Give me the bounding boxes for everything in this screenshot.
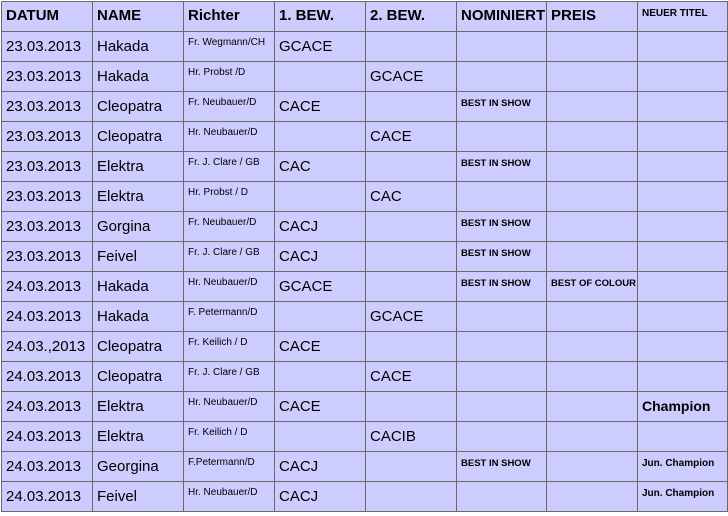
table-row <box>2 62 728 92</box>
cell-name: Elektra <box>93 152 184 182</box>
cell-name: Georgina <box>93 452 184 482</box>
cell-datum: 24.03.,2013 <box>2 332 93 362</box>
cell-richter: F. Petermann/D <box>184 302 275 332</box>
cell-datum: 23.03.2013 <box>2 152 93 182</box>
cell-name: Elektra <box>93 182 184 212</box>
cell-bew1: CACJ <box>275 212 366 242</box>
cell-preis <box>547 92 638 122</box>
cell-bew2 <box>366 392 457 422</box>
cell-name: Hakada <box>93 62 184 92</box>
cell-richter: Fr. Neubauer/D <box>184 92 275 122</box>
cell-bew2 <box>366 92 457 122</box>
cell-bew2 <box>366 32 457 62</box>
cell-richter: Hr. Neubauer/D <box>184 272 275 302</box>
cell-titel <box>638 212 728 242</box>
cell-titel <box>638 152 728 182</box>
cell-richter: Fr. Neubauer/D <box>184 212 275 242</box>
cell-name: Feivel <box>93 482 184 512</box>
cell-bew2: CACE <box>366 122 457 152</box>
cell-preis <box>547 452 638 482</box>
cell-richter: Fr. Keilich / D <box>184 422 275 452</box>
cell-datum: 24.03.2013 <box>2 272 93 302</box>
cell-nominiert <box>457 362 547 392</box>
cell-datum: 23.03.2013 <box>2 212 93 242</box>
cell-bew1: CACE <box>275 332 366 362</box>
table-row <box>2 242 728 272</box>
cell-richter: Fr. J. Clare / GB <box>184 362 275 392</box>
table-row <box>2 392 728 422</box>
cell-bew2: CAC <box>366 182 457 212</box>
header-datum: DATUM <box>2 2 93 32</box>
table-row <box>2 452 728 482</box>
cell-titel <box>638 182 728 212</box>
cell-bew1: CAC <box>275 152 366 182</box>
cell-titel <box>638 362 728 392</box>
table-row <box>2 32 728 62</box>
table-row <box>2 362 728 392</box>
table-row <box>2 182 728 212</box>
cell-datum: 24.03.2013 <box>2 482 93 512</box>
cell-preis <box>547 422 638 452</box>
results-table <box>1 1 728 512</box>
cell-bew2 <box>366 482 457 512</box>
cell-bew2: GCACE <box>366 62 457 92</box>
table-row <box>2 332 728 362</box>
cell-titel <box>638 332 728 362</box>
cell-nominiert <box>457 302 547 332</box>
cell-preis <box>547 62 638 92</box>
cell-datum: 23.03.2013 <box>2 62 93 92</box>
cell-preis <box>547 212 638 242</box>
cell-richter: Hr. Neubauer/D <box>184 392 275 422</box>
cell-bew1 <box>275 422 366 452</box>
cell-bew2 <box>366 272 457 302</box>
cell-bew1: CACJ <box>275 242 366 272</box>
cell-bew1 <box>275 62 366 92</box>
cell-richter: F.Petermann/D <box>184 452 275 482</box>
cell-name: Feivel <box>93 242 184 272</box>
header-neuer-titel: NEUER TITEL <box>638 2 728 32</box>
cell-name: Hakada <box>93 272 184 302</box>
cell-datum: 23.03.2013 <box>2 92 93 122</box>
header-bew2: 2. BEW. <box>366 2 457 32</box>
cell-nominiert <box>457 122 547 152</box>
cell-name: Cleopatra <box>93 332 184 362</box>
cell-nominiert <box>457 182 547 212</box>
cell-name: Cleopatra <box>93 362 184 392</box>
cell-nominiert <box>457 422 547 452</box>
cell-bew1: CACJ <box>275 452 366 482</box>
cell-name: Elektra <box>93 422 184 452</box>
cell-nominiert: BEST IN SHOW <box>457 152 547 182</box>
table-row <box>2 122 728 152</box>
cell-bew1 <box>275 122 366 152</box>
cell-titel <box>638 92 728 122</box>
cell-bew2: CACIB <box>366 422 457 452</box>
cell-nominiert <box>457 482 547 512</box>
cell-name: Hakada <box>93 302 184 332</box>
cell-nominiert: BEST IN SHOW <box>457 212 547 242</box>
cell-nominiert <box>457 62 547 92</box>
cell-titel <box>638 62 728 92</box>
cell-nominiert: BEST IN SHOW <box>457 272 547 302</box>
cell-datum: 23.03.2013 <box>2 182 93 212</box>
cell-preis <box>547 182 638 212</box>
cell-bew2 <box>366 332 457 362</box>
cell-nominiert <box>457 332 547 362</box>
header-bew1: 1. BEW. <box>275 2 366 32</box>
cell-preis <box>547 302 638 332</box>
cell-bew1: GCACE <box>275 272 366 302</box>
cell-bew1: CACE <box>275 392 366 422</box>
cell-richter: Fr. J. Clare / GB <box>184 152 275 182</box>
cell-datum: 23.03.2013 <box>2 242 93 272</box>
cell-titel: Jun. Champion <box>638 452 728 482</box>
cell-datum: 24.03.2013 <box>2 302 93 332</box>
header-richter: Richter <box>184 2 275 32</box>
cell-nominiert: BEST IN SHOW <box>457 452 547 482</box>
cell-richter: Hr. Neubauer/D <box>184 482 275 512</box>
cell-richter: Fr. Keilich / D <box>184 332 275 362</box>
cell-name: Cleopatra <box>93 122 184 152</box>
cell-preis <box>547 242 638 272</box>
header-nominiert: NOMINIERT <box>457 2 547 32</box>
cell-name: Elektra <box>93 392 184 422</box>
cell-bew1: GCACE <box>275 32 366 62</box>
cell-bew2 <box>366 242 457 272</box>
cell-name: Hakada <box>93 32 184 62</box>
cell-preis <box>547 362 638 392</box>
cell-preis: BEST OF COLOUR <box>547 272 638 302</box>
table-row <box>2 152 728 182</box>
cell-datum: 24.03.2013 <box>2 362 93 392</box>
cell-bew2 <box>366 152 457 182</box>
cell-bew2: CACE <box>366 362 457 392</box>
cell-richter: Hr. Neubauer/D <box>184 122 275 152</box>
cell-datum: 23.03.2013 <box>2 122 93 152</box>
cell-bew1: CACE <box>275 92 366 122</box>
cell-bew1: CACJ <box>275 482 366 512</box>
table-row <box>2 212 728 242</box>
cell-bew1 <box>275 362 366 392</box>
cell-name: Cleopatra <box>93 92 184 122</box>
cell-titel: Jun. Champion <box>638 482 728 512</box>
cell-richter: Fr. Wegmann/CH <box>184 32 275 62</box>
cell-titel <box>638 422 728 452</box>
cell-bew1 <box>275 182 366 212</box>
cell-datum: 24.03.2013 <box>2 452 93 482</box>
table-row <box>2 272 728 302</box>
cell-richter: Hr. Probst /D <box>184 62 275 92</box>
cell-titel <box>638 302 728 332</box>
cell-titel <box>638 242 728 272</box>
cell-preis <box>547 152 638 182</box>
cell-titel <box>638 32 728 62</box>
cell-datum: 24.03.2013 <box>2 392 93 422</box>
cell-nominiert: BEST IN SHOW <box>457 242 547 272</box>
cell-name: Gorgina <box>93 212 184 242</box>
cell-bew1 <box>275 302 366 332</box>
table-row <box>2 302 728 332</box>
cell-preis <box>547 32 638 62</box>
cell-nominiert: BEST IN SHOW <box>457 92 547 122</box>
cell-bew2: GCACE <box>366 302 457 332</box>
cell-datum: 24.03.2013 <box>2 422 93 452</box>
cell-richter: Fr. J. Clare / GB <box>184 242 275 272</box>
cell-preis <box>547 332 638 362</box>
cell-nominiert <box>457 32 547 62</box>
header-name: NAME <box>93 2 184 32</box>
table-row <box>2 422 728 452</box>
table-row <box>2 482 728 512</box>
cell-bew2 <box>366 212 457 242</box>
table-row <box>2 92 728 122</box>
cell-titel <box>638 122 728 152</box>
header-row <box>2 2 728 32</box>
cell-titel <box>638 272 728 302</box>
cell-preis <box>547 122 638 152</box>
cell-nominiert <box>457 392 547 422</box>
cell-bew2 <box>366 452 457 482</box>
cell-titel: Champion <box>638 392 728 422</box>
cell-preis <box>547 482 638 512</box>
cell-preis <box>547 392 638 422</box>
cell-richter: Hr. Probst / D <box>184 182 275 212</box>
cell-datum: 23.03.2013 <box>2 32 93 62</box>
header-preis: PREIS <box>547 2 638 32</box>
